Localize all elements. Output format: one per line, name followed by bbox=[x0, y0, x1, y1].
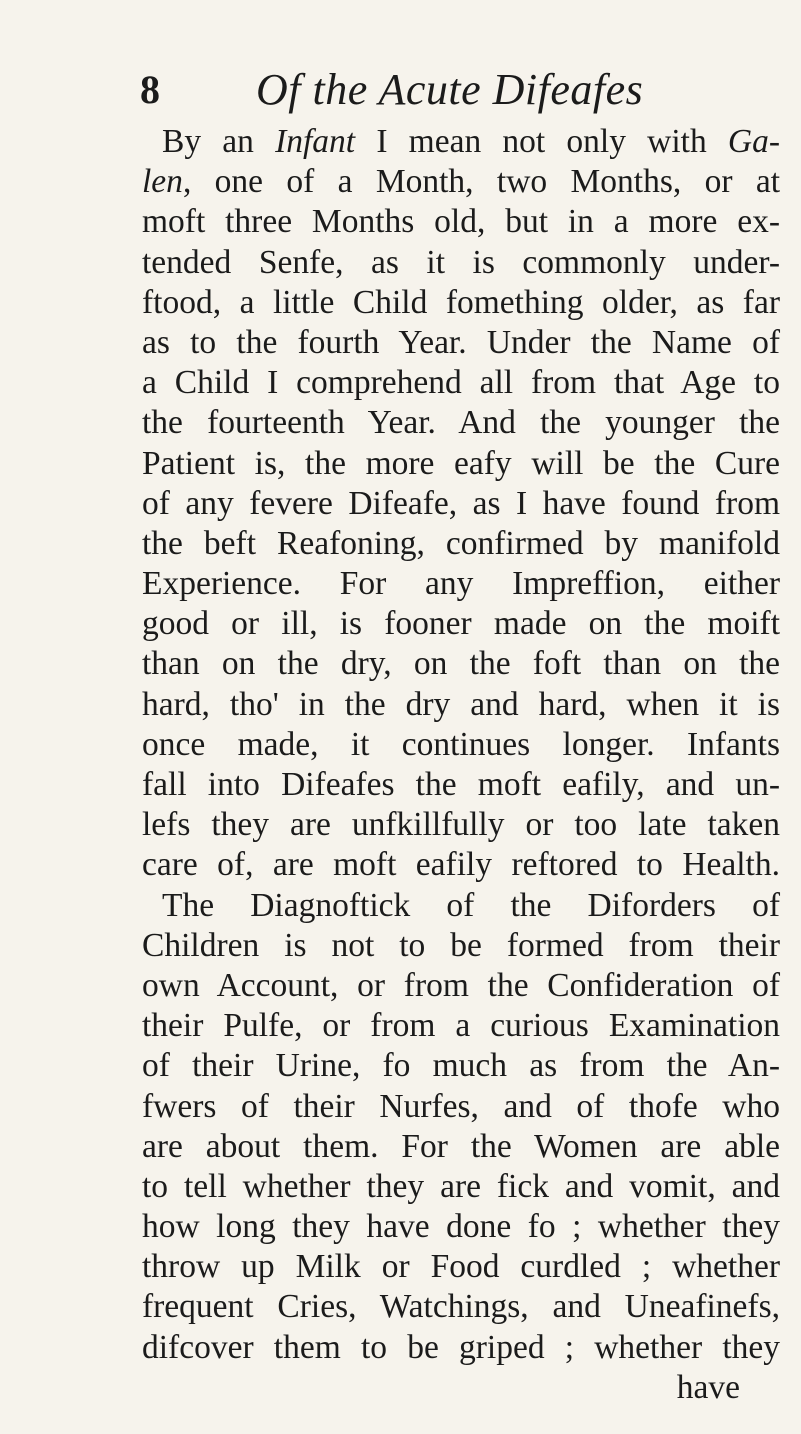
text-line: ftood, a little Child fomething older, as far bbox=[142, 283, 780, 321]
text-line: their Pulfe, or from a curious Examination bbox=[142, 1007, 780, 1045]
text-line: to tell whether they are fick and vomit, and bbox=[142, 1167, 780, 1205]
text-line: The Diagnoftick of the Diforders of bbox=[162, 886, 780, 924]
text-line: Children is not to be formed from their bbox=[142, 926, 780, 964]
text-line: care of, are moft eafily reftored to Health. bbox=[142, 846, 780, 884]
body-text bbox=[142, 122, 780, 1408]
text-line: frequent Cries, Watchings, and Uneafinefs, bbox=[142, 1288, 780, 1326]
text-line: as to the fourth Year. Under the Name of bbox=[142, 323, 780, 361]
text-line: tended Senfe, as it is commonly under- bbox=[142, 243, 780, 281]
text-line: throw up Milk or Food curdled ; whether bbox=[142, 1248, 780, 1286]
text-line: the fourteenth Year. And the younger the bbox=[142, 404, 780, 442]
text-line: fwers of their Nurfes, and of thofe who bbox=[142, 1087, 780, 1125]
text-line: of any fevere Difeafe, as I have found from bbox=[142, 484, 780, 522]
page-header bbox=[140, 62, 780, 118]
text-line: fall into Difeafes the moft eafily, and un- bbox=[142, 766, 780, 803]
italic-text: Infant bbox=[275, 123, 356, 160]
running-title: Of the Acute Difeafes bbox=[256, 65, 644, 114]
text-line: than on the dry, on the foft than on the bbox=[142, 645, 780, 683]
text-line: Experience. For any Impreffion, either bbox=[142, 565, 780, 603]
text-line: are about them. For the Women are able bbox=[142, 1127, 780, 1165]
italic-text: Ga- bbox=[727, 123, 780, 160]
text-line: own Account, or from the Confideration of bbox=[142, 966, 780, 1004]
text-line: lefs they are unfkillfully or too late taken bbox=[142, 806, 780, 844]
text-line: once made, it continues longer. Infants bbox=[142, 725, 780, 763]
text-line: difcover them to be griped ; whether they bbox=[142, 1328, 780, 1366]
text-line: len, one of a Month, two Months, or at bbox=[142, 163, 780, 201]
text-line: By an Infant I mean not only with Ga- bbox=[162, 123, 780, 160]
text-line: hard, tho' in the dry and hard, when it is bbox=[142, 685, 780, 723]
text-line: how long they have done fo ; whether they bbox=[142, 1208, 780, 1246]
page-number: 8 bbox=[140, 67, 160, 112]
text-line: a Child I comprehend all from that Age to bbox=[142, 364, 780, 402]
text-line: the beft Reafoning, confirmed by manifold bbox=[142, 524, 780, 562]
catchword: have bbox=[676, 1368, 740, 1406]
italic-text: len bbox=[142, 163, 183, 201]
text-line: good or ill, is fooner made on the moift bbox=[142, 605, 780, 643]
text-line: Patient is, the more eafy will be the Cure bbox=[142, 444, 780, 482]
text-line: moft three Months old, but in a more ex- bbox=[142, 203, 780, 241]
text-line: of their Urine, fo much as from the An- bbox=[142, 1047, 780, 1085]
